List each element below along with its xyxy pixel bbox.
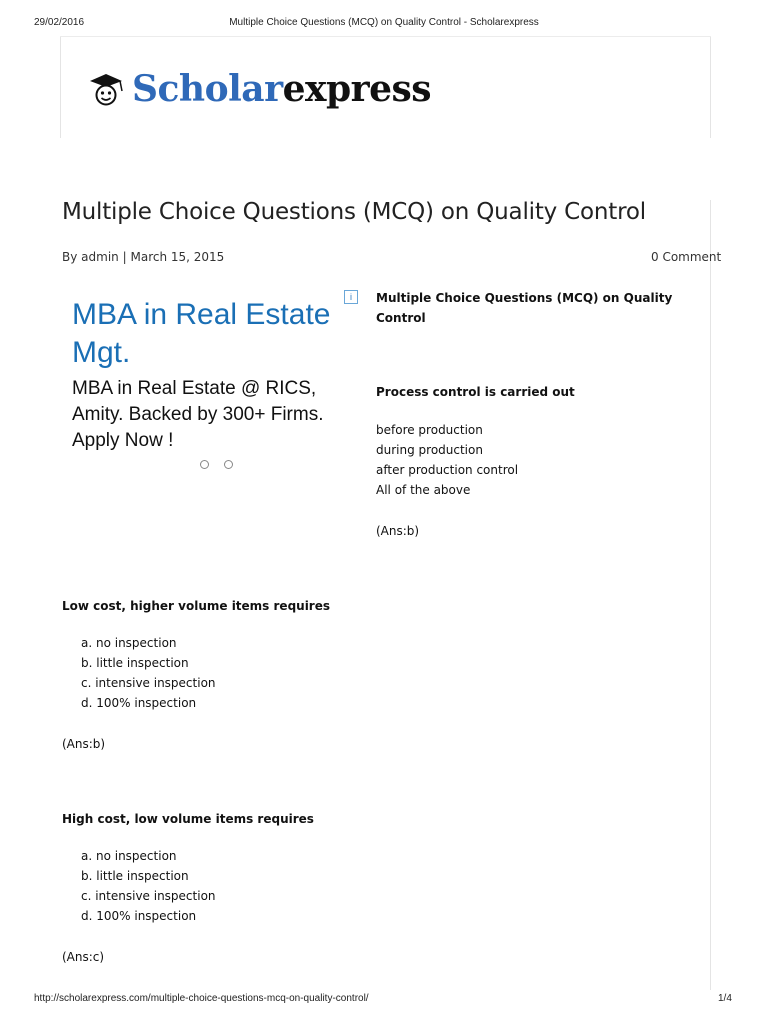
intro-line1: Multiple Choice Questions (MCQ) on Quality <box>376 291 673 305</box>
list-item: after production control <box>376 463 519 477</box>
question-1: Process control is carried out <box>376 385 575 399</box>
ad-info-icon[interactable]: i <box>344 290 358 304</box>
post-date: March 15, 2015 <box>130 250 225 264</box>
site-name-express: express <box>282 68 432 110</box>
list-item: d. 100% inspection <box>81 909 197 923</box>
author-link[interactable]: admin <box>81 250 119 264</box>
list-item: a. no inspection <box>81 849 177 863</box>
question-3: High cost, low volume items requires <box>62 812 314 826</box>
comment-count-link[interactable]: 0 Comment <box>651 250 722 264</box>
ad-body-line2: Amity. Backed by 300+ Firms. <box>72 404 324 425</box>
meta-by: By <box>62 250 78 264</box>
advertisement[interactable] <box>62 288 360 484</box>
ad-body-line3: Apply Now ! <box>72 430 174 451</box>
list-item: b. little inspection <box>81 656 189 670</box>
ad-headline-line1: MBA in Real Estate <box>72 298 331 331</box>
intro-line2: Control <box>376 311 426 325</box>
frame-line-right-body <box>710 200 711 990</box>
ad-carousel-dot[interactable] <box>224 460 233 469</box>
question-3-answer: (Ans:c) <box>62 950 105 964</box>
article-title: Multiple Choice Questions (MCQ) on Quality Control <box>62 199 646 225</box>
frame-line-left-top <box>60 36 61 138</box>
question-1-options <box>376 420 518 500</box>
print-page-number: 1/4 <box>718 993 732 1004</box>
frame-line-right-top <box>710 36 711 138</box>
site-name <box>132 68 432 110</box>
question-2: Low cost, higher volume items requires <box>62 599 331 613</box>
ad-headline[interactable] <box>72 296 330 372</box>
list-item: before production <box>376 423 483 437</box>
ad-headline-line2: Mgt. <box>72 336 131 369</box>
site-logo[interactable] <box>86 66 431 112</box>
ad-body <box>72 376 323 454</box>
intro-heading <box>376 288 672 328</box>
question-2-options <box>81 633 216 713</box>
print-page-title: Multiple Choice Questions (MCQ) on Quality Control - Scholarexpress <box>229 17 539 28</box>
graduate-mascot-icon <box>86 69 128 109</box>
list-item: c. intensive inspection <box>81 889 216 903</box>
ad-carousel-dot[interactable] <box>200 460 209 469</box>
print-date: 29/02/2016 <box>34 17 85 28</box>
meta-separator: | <box>122 250 127 264</box>
frame-line-top <box>60 36 711 37</box>
list-item: during production <box>376 443 483 457</box>
list-item: d. 100% inspection <box>81 696 197 710</box>
list-item: a. no inspection <box>81 636 177 650</box>
question-1-answer: (Ans:b) <box>376 524 420 538</box>
article-meta <box>62 250 224 264</box>
print-url: http://scholarexpress.com/multiple-choice-questions-mcq-on-quality-control/ <box>34 993 369 1004</box>
list-item: b. little inspection <box>81 869 189 883</box>
question-2-answer: (Ans:b) <box>62 737 106 751</box>
question-3-options <box>81 846 216 926</box>
site-name-scholar: Scholar <box>132 68 283 110</box>
list-item: c. intensive inspection <box>81 676 216 690</box>
ad-body-line1: MBA in Real Estate @ RICS, <box>72 378 317 399</box>
list-item: All of the above <box>376 483 471 497</box>
